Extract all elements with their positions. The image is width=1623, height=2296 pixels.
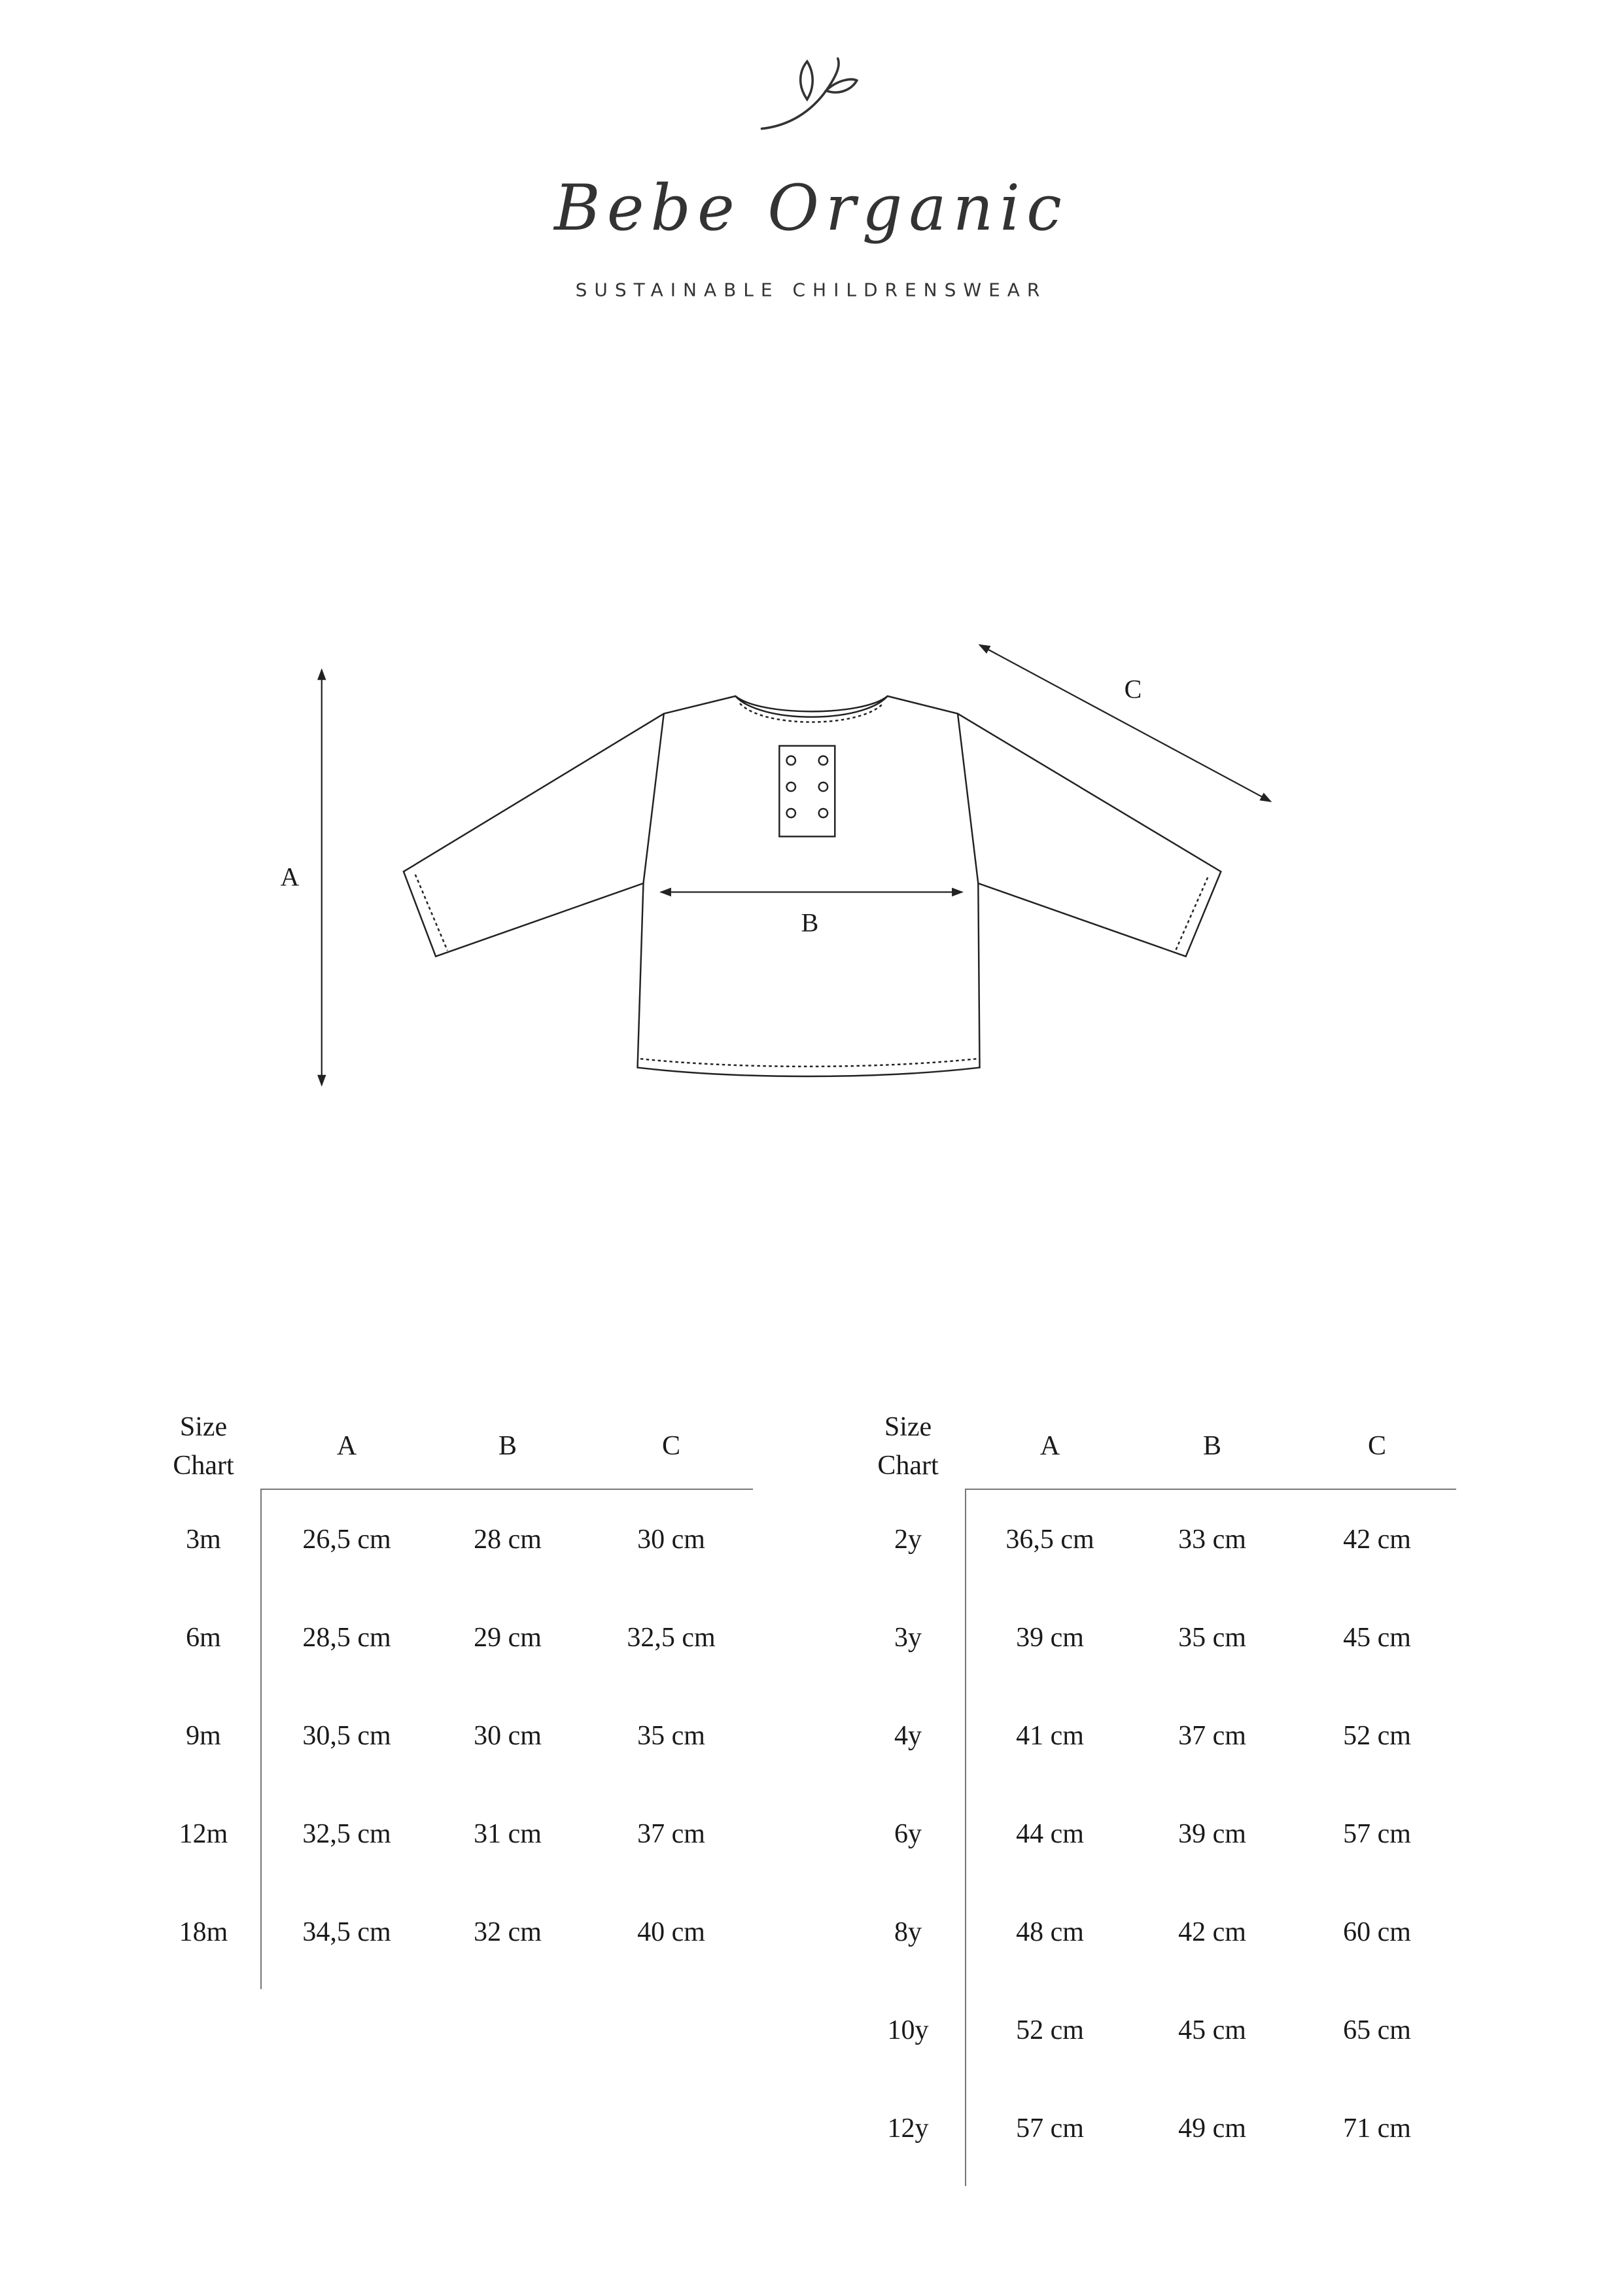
row-size: 4y (894, 1721, 922, 1751)
header-c: C (661, 1431, 681, 1461)
cell-c: 32,5 cm (627, 1623, 716, 1653)
arrow-c (980, 645, 1271, 802)
cell-a: 30,5 cm (302, 1721, 391, 1751)
cell-b: 30 cm (474, 1721, 542, 1751)
cell-b: 39 cm (1178, 1819, 1246, 1849)
cell-a: 48 cm (1016, 1917, 1084, 1947)
brand-tagline: SUSTAINABLE CHILDRENSWEAR (575, 279, 1047, 301)
cell-a: 39 cm (1016, 1623, 1084, 1653)
dimension-label-b: B (801, 908, 819, 938)
cell-a: 44 cm (1016, 1819, 1084, 1849)
header-divider (965, 1489, 1456, 1490)
cell-a: 36,5 cm (1005, 1525, 1094, 1555)
cell-c: 35 cm (637, 1721, 705, 1751)
cell-a: 32,5 cm (302, 1819, 391, 1849)
cell-b: 28 cm (474, 1525, 542, 1555)
row-size: 2y (894, 1525, 922, 1555)
row-size: 3y (894, 1623, 922, 1653)
cell-b: 32 cm (474, 1917, 542, 1947)
cell-a: 28,5 cm (302, 1623, 391, 1653)
header-size: Size (179, 1412, 228, 1442)
row-size: 18m (179, 1917, 228, 1947)
cell-c: 71 cm (1343, 2113, 1411, 2144)
cell-a: 26,5 cm (302, 1525, 391, 1555)
cell-c: 65 cm (1343, 2015, 1411, 2045)
cell-c: 45 cm (1343, 1623, 1411, 1653)
column-divider (260, 1489, 262, 1989)
row-size: 6m (186, 1623, 221, 1653)
row-size: 6y (894, 1819, 922, 1849)
dimension-label-c: C (1124, 674, 1142, 704)
header-a: A (1039, 1431, 1060, 1461)
cell-a: 57 cm (1016, 2113, 1084, 2144)
cell-c: 42 cm (1343, 1525, 1411, 1555)
buttons-icon (787, 756, 828, 818)
header-size: Size (884, 1412, 932, 1442)
cell-c: 30 cm (637, 1525, 705, 1555)
cell-c: 57 cm (1343, 1819, 1411, 1849)
dimension-label-a: A (280, 862, 300, 892)
row-size: 12m (179, 1819, 228, 1849)
cell-b: 49 cm (1178, 2113, 1246, 2144)
header-c: C (1367, 1431, 1387, 1461)
header-divider (260, 1489, 753, 1490)
cell-c: 37 cm (637, 1819, 705, 1849)
row-size: 12y (887, 2113, 929, 2144)
cell-b: 31 cm (474, 1819, 542, 1849)
cell-c: 60 cm (1343, 1917, 1411, 1947)
header-b: B (1202, 1431, 1222, 1461)
cell-c: 40 cm (637, 1917, 705, 1947)
row-size: 3m (186, 1525, 221, 1555)
cell-b: 35 cm (1178, 1623, 1246, 1653)
cell-b: 45 cm (1178, 2015, 1246, 2045)
header-b: B (498, 1431, 517, 1461)
cell-c: 52 cm (1343, 1721, 1411, 1751)
cell-b: 37 cm (1178, 1721, 1246, 1751)
row-size: 8y (894, 1917, 922, 1947)
cell-a: 41 cm (1016, 1721, 1084, 1751)
cell-a: 34,5 cm (302, 1917, 391, 1947)
brand-name: Bebe Organic (554, 171, 1068, 245)
header-chart: Chart (173, 1451, 234, 1481)
row-size: 9m (186, 1721, 221, 1751)
leaf-logo-icon (762, 58, 857, 128)
cell-b: 33 cm (1178, 1525, 1246, 1555)
row-size: 10y (887, 2015, 929, 2045)
cell-a: 52 cm (1016, 2015, 1084, 2045)
header-a: A (336, 1431, 357, 1461)
header-chart: Chart (877, 1451, 939, 1481)
shirt-outline-icon (404, 696, 1221, 1076)
cell-b: 42 cm (1178, 1917, 1246, 1947)
column-divider (965, 1489, 966, 2186)
cell-b: 29 cm (474, 1623, 542, 1653)
